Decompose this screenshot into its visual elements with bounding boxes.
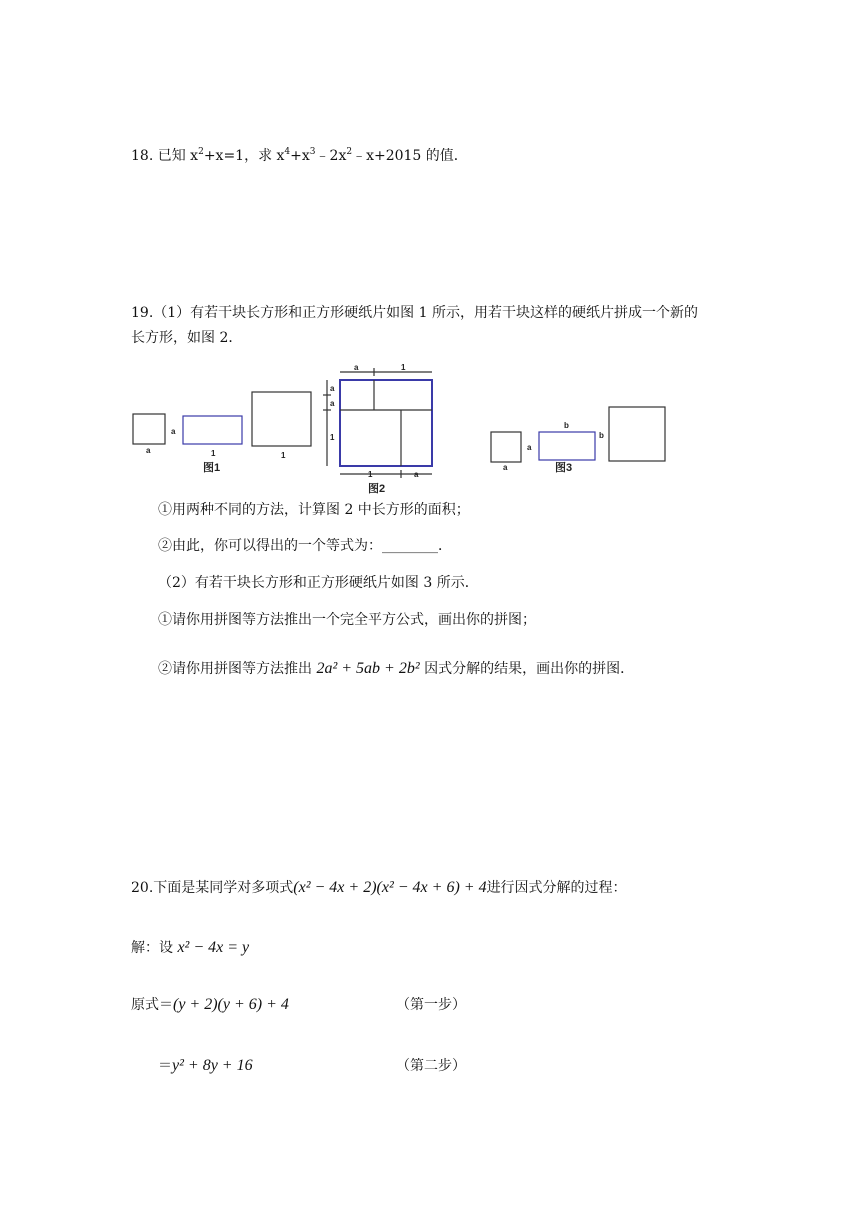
q19-figures [0,358,860,498]
q19-sub-1: ①用两种不同的方法，计算图 2 中长方形的面积； [158,502,470,518]
fig1-rectangle [183,416,242,444]
q18-sup-3: 3 [309,147,316,157]
fig2-outer-rectangle [340,380,432,466]
fig3-label-a: a [503,463,508,472]
q20-solution [131,938,249,958]
fig1-large-square [252,392,311,446]
q20-polynomial: (x² − 4x + 2)(x² − 4x + 6) + 4 [293,879,487,896]
q20-step-2-note: （第二步） [396,1058,466,1074]
q19-sub-4 [158,659,634,679]
q18-text-3: +x [290,148,310,164]
fig3-small-square [491,432,521,462]
q18-text-5: ﹣x+2015 的值． [352,148,468,164]
q18-text-2: +x=1，求 x [203,148,285,164]
fig3-label-b: b [564,421,569,430]
q20-intro-pre: 20.下面是某同学对多项式 [131,880,294,896]
q18-sup-4: 2 [346,147,353,157]
q19-sub-4-pre: ②请你用拼图等方法推出 [158,661,312,677]
q19-part-2: （2）有若干块长方形和正方形硬纸片如图 3 所示． [158,575,479,591]
fig2-caption: 图2 [368,483,386,495]
q18-text-1: 已知 x [157,148,199,164]
fig1-label-1-2: 1 [281,451,286,460]
q18-sup-2: 4 [284,147,291,157]
q20-step-2-pre: ＝ [158,1058,172,1074]
fig1-label-a-2: a [171,427,176,436]
q20-intro-post: 进行因式分解的过程： [486,880,627,896]
fig2-top-a: a [354,363,359,372]
question-18 [131,146,468,168]
fig3-label-a-2: a [527,443,532,452]
fig2-left-a-2: a [330,399,335,408]
q20-step-1-note: （第一步） [396,997,466,1013]
q20-substitution: x² − 4x = y [177,939,250,956]
fig1-caption: 图1 [203,462,221,474]
q18-number: 18. [131,148,154,164]
q18-sup-1: 2 [198,147,204,157]
fig3-large-square [609,407,665,461]
q20-step-2 [158,1056,253,1076]
q18-text-4: ﹣2x [315,148,347,164]
q19-sub-2: ②由此，你可以得出的一个等式为：________． [158,538,452,554]
q19-sub-3: ①请你用拼图等方法推出一个完全平方公式，画出你的拼图； [158,612,536,628]
fig2-left-1: 1 [330,433,335,442]
q19-sub-4-post: 因式分解的结果，画出你的拼图． [424,661,635,677]
fig1-label-1: 1 [211,449,216,458]
q20-step-1-expression: (y + 2)(y + 6) + 4 [173,996,289,1013]
q20-step-1 [131,995,289,1015]
fig2-left-a-1: a [330,384,335,393]
fig2-top-1: 1 [401,363,406,372]
fig3-rectangle [539,432,595,460]
q20-step-2-expression: y² + 8y + 16 [172,1057,253,1074]
fig1-label-a: a [146,446,151,455]
fig2-bottom-1: 1 [368,470,373,479]
fig3-caption: 图3 [555,462,573,474]
q19-sub-4-expression: 2a² + 5ab + 2b² [316,660,420,677]
q19-intro-line-1: 19.（1）有若干块长方形和正方形硬纸片如图 1 所示，用若干块这样的硬纸片拼成一个新的 [131,305,698,321]
q20-solution-label: 解：设 [131,940,173,956]
q20-intro [131,878,627,898]
fig3-label-b-2: b [599,431,604,440]
fig1-small-square [133,414,165,444]
q19-intro-line-2: 长方形，如图 2． [131,330,243,346]
fig2-bottom-a: a [414,470,419,479]
q20-step-1-pre: 原式＝ [131,997,173,1013]
